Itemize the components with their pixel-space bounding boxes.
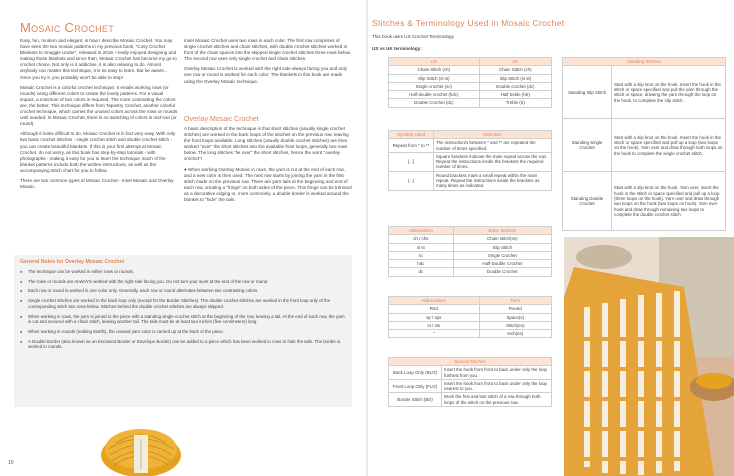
table-row bbox=[389, 243, 552, 251]
table-row bbox=[389, 321, 552, 329]
table-cell: Double Crochet (dc) bbox=[389, 99, 480, 107]
table-cell: " bbox=[389, 330, 480, 338]
intro-column bbox=[20, 38, 178, 194]
paragraph: There are two common types of Mosaic Crochet - Inset Mosaic and Overlay Mosaic. bbox=[20, 177, 174, 190]
terminology-note: This book uses US Crochet Terminology bbox=[372, 34, 454, 39]
table-cell: [...] bbox=[389, 152, 434, 171]
table-cell: (...) bbox=[389, 171, 434, 190]
table-cell: st / sts bbox=[389, 321, 480, 329]
table-cell: Border Stitch (BS) bbox=[389, 393, 442, 407]
table-cell: Half-Double Crochet bbox=[453, 260, 551, 268]
table-header: Term bbox=[479, 297, 551, 305]
table-row bbox=[389, 268, 552, 276]
table-cell: Work the first and last stitch of a row through both loops of the stitch on the previous row. bbox=[442, 393, 552, 407]
table-cell: hdc bbox=[389, 260, 454, 268]
table-header: Abbreviation bbox=[389, 297, 480, 305]
table-cell: Slip Stitch (sl st) bbox=[389, 74, 480, 82]
table-row bbox=[389, 99, 552, 107]
table-header: Symbols Used bbox=[389, 131, 434, 139]
page-title: Mosaic Crochet bbox=[20, 20, 115, 35]
table-header: Basic Stitches bbox=[453, 227, 551, 235]
page-number: 10 bbox=[8, 460, 14, 466]
table-cell: Start with a slip knot on the hook. Insert the hook in the stitch or space specified and pull the yarn through the stitch or space, drawing the yarn through the loop on the hook, to complete the slip stitch. bbox=[612, 66, 726, 119]
basic-stitches-table bbox=[388, 226, 552, 277]
table-cell: sp / sps bbox=[389, 313, 480, 321]
left-page bbox=[0, 0, 366, 476]
table-header-row bbox=[389, 297, 552, 305]
table-row bbox=[389, 366, 552, 380]
table-row bbox=[389, 91, 552, 99]
table-header-row bbox=[389, 358, 552, 366]
table-header-row bbox=[389, 131, 552, 139]
special-stitches-table bbox=[388, 357, 552, 407]
table-row bbox=[389, 66, 552, 74]
table-cell: Treble (tr) bbox=[479, 99, 551, 107]
table-cell: Standing Single Crochet bbox=[563, 119, 612, 172]
symbols-table bbox=[388, 130, 552, 191]
right-page bbox=[368, 0, 734, 476]
notes-list bbox=[20, 269, 346, 354]
paragraph: Easy, fun, modern and elegant, is how I describe Mosaic Crochet. You may have seen the two mosaic patterns in my previous book, "Cosy Crochet Blankets to Snuggle Under", released in 2019. I really enjoyed designing and making those blankets and since then, Mosaic Crochet has become my go-to crochet choice. Not only is it addictive, it is also relaxing to do. Almost anybody can master this technique, it is so easy to learn. But be aware... Once you try it, you probably won't be able to stop! bbox=[20, 38, 177, 80]
blanket-photo bbox=[564, 237, 734, 476]
table-cell: Front Loop Only (FLO) bbox=[389, 379, 442, 393]
us-uk-subtitle: US vs UK terminology: bbox=[372, 46, 422, 51]
table-row bbox=[389, 171, 552, 190]
table-cell: dc bbox=[389, 268, 454, 276]
table-cell: Rnd bbox=[389, 305, 480, 313]
table-cell: Slip Stitch (sl st) bbox=[479, 74, 551, 82]
table-header: Special Stitches bbox=[389, 358, 552, 366]
table-header: Definition bbox=[434, 131, 552, 139]
table-cell: Round bbox=[479, 305, 551, 313]
table-cell: Insert the hook from front to back under only the loop furthest from you. bbox=[442, 366, 552, 380]
table-cell: Single Crochet bbox=[453, 251, 551, 259]
table-cell: Stitch(es) bbox=[479, 321, 551, 329]
table-cell: Chain Stitch (ch) bbox=[479, 66, 551, 74]
table-row bbox=[389, 379, 552, 393]
table-cell: ch / chs bbox=[389, 235, 454, 243]
table-header-row bbox=[563, 58, 726, 66]
list-item: ● The technique can be worked in either rows or rounds. bbox=[20, 269, 346, 275]
table-header: US bbox=[389, 58, 480, 66]
table-row bbox=[389, 74, 552, 82]
table-cell: Slip Stitch bbox=[453, 243, 551, 251]
table-row bbox=[389, 152, 552, 171]
mosaic-types-column bbox=[184, 38, 352, 89]
table-cell: Standing Double Crochet bbox=[563, 172, 612, 231]
table-cell: Square brackets indicate the main repeat across the row. Repeat the instructions inside the brackets the required number of times. bbox=[434, 152, 552, 171]
list-item: ● Each row or round is worked in one color only. Generally, each row or round alternates between two contrasting colors. bbox=[20, 288, 346, 294]
yarn-skein-image bbox=[98, 409, 184, 476]
list-item: ● The rows or rounds are ALWAYS worked with the right side facing you. Do not turn your work at the end of the row or round. bbox=[20, 279, 346, 285]
list-item: ● When working in rounds (making Motifs), the unused yarn color is carried up at the back of the piece. bbox=[20, 329, 346, 335]
table-cell: Round brackets mark a small repeat within the main repeat. Repeat the instructions inside the brackets as many times as indicated. bbox=[434, 171, 552, 190]
table-cell: Half-double crochet (hdc) bbox=[389, 91, 480, 99]
page-title: Stitches & Terminology Used in Mosaic Crochet bbox=[372, 18, 565, 28]
table-row bbox=[563, 66, 726, 119]
table-cell: Start with a slip knot on the hook. Yarn over, insert the hook in the stitch or space specified and pull up a loop (three loops on the hook). Yarn over and draw through two loops on the hook (two loops on hook). Yarn over hook and draw through remaining two loops to complete the double crochet stitch. bbox=[612, 172, 726, 231]
table-header: UK bbox=[479, 58, 551, 66]
table-cell: Chain Stitch (ch) bbox=[389, 66, 480, 74]
table-header-row bbox=[389, 58, 552, 66]
paragraph: Inset Mosaic Crochet uses two rows in each color. The first row comprises of single crochet stitches and chain stitches, with double crochet stitches worked in front of the chain spaces into the skipped single crochet stitches three rows below. The second row uses only single crochet and chain stitches. bbox=[184, 38, 351, 62]
paragraph: A basic description of the technique is that short stitches (usually single crochet stitches) are worked in the back loops of the stitches on the previous row, leaving the front loops available. Long stitches (usually double crochet stitches) are then worked "over" the short stitches into the available front loops, generally two rows below. The long stitches "lie over" the short stitches, hence the word "overlay crochet"! bbox=[184, 126, 349, 162]
overlay-column bbox=[184, 126, 352, 207]
table-cell: Standing Slip Stitch bbox=[563, 66, 612, 119]
table-cell: Space(s) bbox=[479, 313, 551, 321]
table-row bbox=[389, 313, 552, 321]
table-cell: Repeat from * to ** bbox=[389, 139, 434, 153]
table-row bbox=[389, 393, 552, 407]
general-notes-box bbox=[14, 255, 352, 407]
table-row bbox=[389, 139, 552, 153]
list-item: ● When working in rows, the yarn is joined to the piece with a standing single crochet stitch at the beginning of the row, leaving a tail. At the end of each row, the yarn is cut and secured with a chain stitch, leaving another tail. The tails must be at least two inches (five centimeters) long. bbox=[20, 314, 346, 325]
table-cell: Insert the hook from front to back under only the loop nearest to you. bbox=[442, 379, 552, 393]
table-cell: Inch(es) bbox=[479, 330, 551, 338]
table-cell: Double Crochet bbox=[453, 268, 551, 276]
table-cell: Start with a slip knot on the hook. Insert the hook in the stitch or space specified and pull up a loop (two loops on the hook). Yarn over and draw through both loops on the hook to complete the single crochet stitch. bbox=[612, 119, 726, 172]
table-row bbox=[389, 330, 552, 338]
table-cell: Half treble (htr) bbox=[479, 91, 551, 99]
table-cell: Single crochet (sc) bbox=[389, 82, 480, 90]
paragraph: Although it looks difficult to do, Mosaic Crochet is in fact very easy. With only two basic crochet stitches - single crochet stitch and double crochet stitch - you can create beautiful blankets. If this is your first attempt at Mosaic Crochet, do not worry, as this book has step-by-step tutorials - with photographs - making it easy for you to learn the technique. Each of the blanket patterns include both the written instructions, as well as the accompanying stitch chart for you to follow. bbox=[20, 131, 176, 173]
table-header: Standing Stitches bbox=[563, 58, 726, 66]
table-row bbox=[389, 82, 552, 90]
table-header-row bbox=[389, 227, 552, 235]
table-row bbox=[389, 235, 552, 243]
table-cell: Chain stitch(es) bbox=[453, 235, 551, 243]
table-cell: Double crochet (dc) bbox=[479, 82, 551, 90]
table-cell: The instruction/s between * and ** are repeated the number of times specified. bbox=[434, 139, 552, 153]
table-row bbox=[389, 260, 552, 268]
notes-title: General Notes for Overlay Mosaic Crochet bbox=[20, 259, 125, 265]
table-row bbox=[563, 119, 726, 172]
standing-stitches-table bbox=[562, 57, 726, 231]
paragraph: Overlay Mosaic Crochet is worked with the right side always facing you and only one row or round is worked for each color. The blankets in this book are made using the Overlay Mosaic technique. bbox=[184, 66, 347, 84]
terms-table bbox=[388, 296, 552, 338]
table-header: Abbreviation bbox=[389, 227, 454, 235]
us-uk-table bbox=[388, 57, 552, 108]
paragraph: Mosaic Crochet is a colorful crochet technique. It entails working rows (or rounds) using different colors to create the lovely patterns. For a visual impact, a minimum of two colors is required. The more contrasting the colors are, the better. This technique differs from Tapestry Crochet, another colorful crochet technique, which carries the unused colors across the rows or rounds until needed. In Mosaic Crochet, there is no switching of colors in mid-row (or round). bbox=[20, 84, 178, 127]
table-row bbox=[563, 172, 726, 231]
table-row bbox=[389, 305, 552, 313]
paragraph: ● When working Overlay Mosaic in rows, the yarn is cut at the end of each row, and a new color is then used. The next row starts by joining the yarn in the first stitch made on the previous row. There are yarn tails at the beginning and end of each row, creating a "fringe" on both sides of the piece. This fringe can be trimmed as a decorative edging or, more commonly, a double border is worked around the blanket to "hide" the tails. bbox=[184, 166, 352, 203]
table-cell: Back Loop Only (BLO) bbox=[389, 366, 442, 380]
overlay-heading: Overlay Mosaic Crochet bbox=[184, 116, 259, 123]
list-item: ● A Double Border (also known as an Enclosed Border or Envelope Border) can be added to a piece which has been worked in rows to hide the tails. The border is worked in rounds. bbox=[20, 339, 346, 350]
list-item: ● Single crochet stitches are worked in the back loop only (except for the Border Stitches). The double crochet stitches are worked in the front loop only of the corresponding stitch two rows below. Stitches behind the double crochet stitches are always skipped. bbox=[20, 298, 346, 309]
table-cell: sl st bbox=[389, 243, 454, 251]
table-cell: sc bbox=[389, 251, 454, 259]
table-row bbox=[389, 251, 552, 259]
